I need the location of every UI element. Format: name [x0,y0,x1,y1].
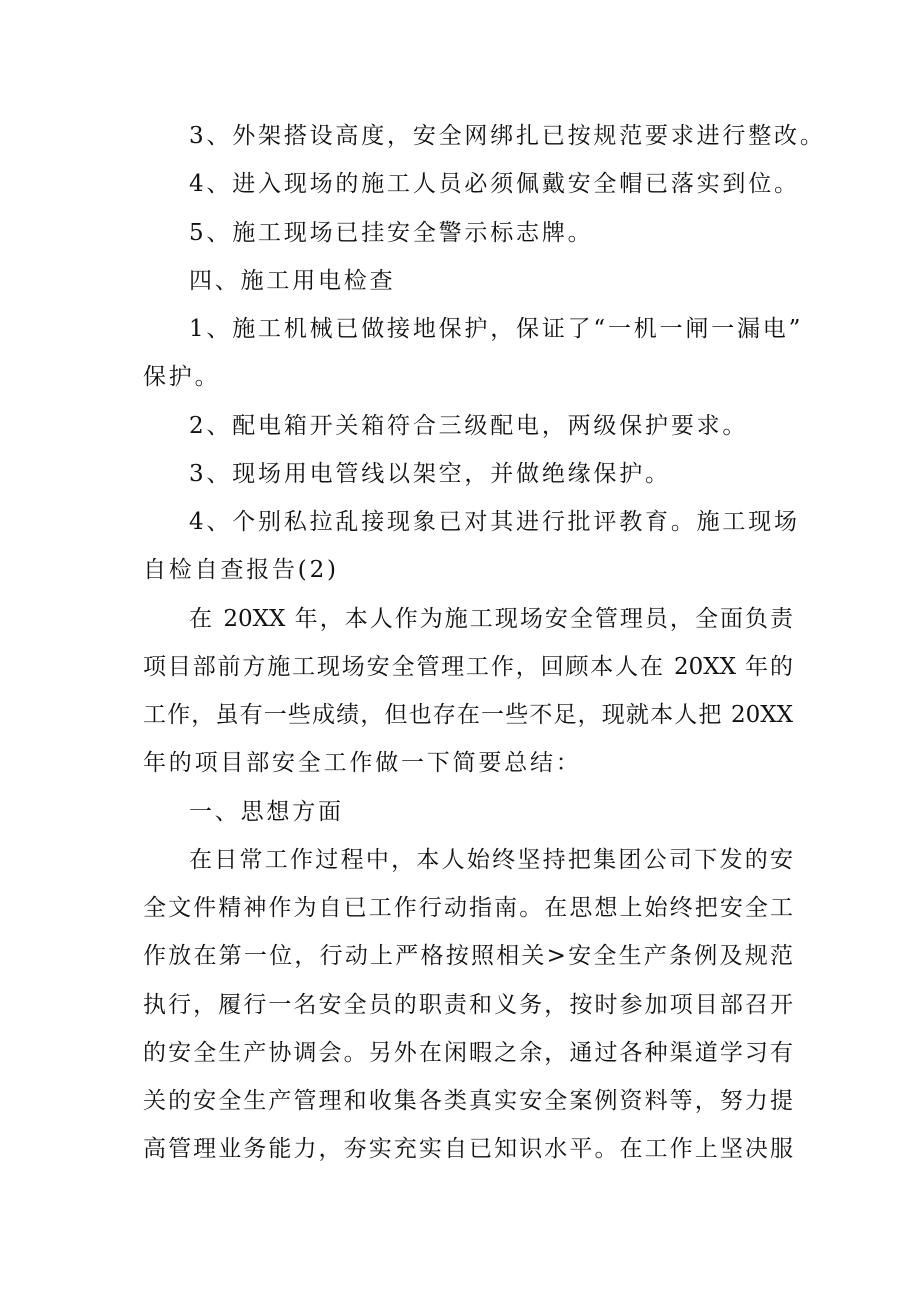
text-line: 在日常工作过程中，本人始终坚持把集团公司下发的安 [189,846,793,873]
text-line: 保护。 [143,364,221,391]
document-body [143,112,826,1174]
text-line: 4、进入现场的施工人员必须佩戴安全帽已落实到位。 [189,171,800,198]
text-line: 2、配电箱开关箱符合三级配电，两级保护要求。 [189,412,749,439]
text-line: 执行，履行一名安全员的职责和义务，按时参加项目部召开 [143,991,793,1018]
section-heading: 一、思想方面 [189,798,344,825]
text-line: 关的安全生产管理和收集各类真实安全案例资料等，努力提 [143,1088,793,1114]
text-line: 项目部前方施工现场安全管理工作，回顾本人在 20XX 年的 [143,653,793,680]
text-line: 年的项目部安全工作做一下简要总结： [143,750,582,777]
report-title-line: 自检自查报告(2) [143,557,339,584]
text-line: 4、个别私拉乱接现象已对其进行批评教育。施工现场 [189,509,800,535]
section-heading: 四、施工用电检查 [189,267,396,294]
text-line: 3、现场用电管线以架空，并做绝缘保护。 [189,460,671,487]
text-line: 3、外架搭设高度，安全网绑扎已按规范要求进行整改。 [189,123,826,149]
text-line: 全文件精神作为自已工作行动指南。在思想上始终把安全工 [143,895,793,921]
text-line: 工作，虽有一些成绩，但也存在一些不足，现就本人把 20XX [143,702,793,728]
text-line: 的安全生产协调会。另外在闲暇之余，通过各种渠道学习有 [143,1039,793,1066]
text-line: 5、施工现场已挂安全警示标志牌。 [189,219,594,246]
text-line: 在 20XX 年，本人作为施工现场安全管理员，全面负责 [189,605,793,632]
text-line: 高管理业务能力，夯实充实自已知识水平。在工作上坚决服 [143,1136,793,1163]
text-line: 1、施工机械已做接地保护，保证了“一机一闸一漏电” [189,316,804,342]
text-line: 作放在第一位，行动上严格按照相关>安全生产条例及规范 [143,943,793,970]
